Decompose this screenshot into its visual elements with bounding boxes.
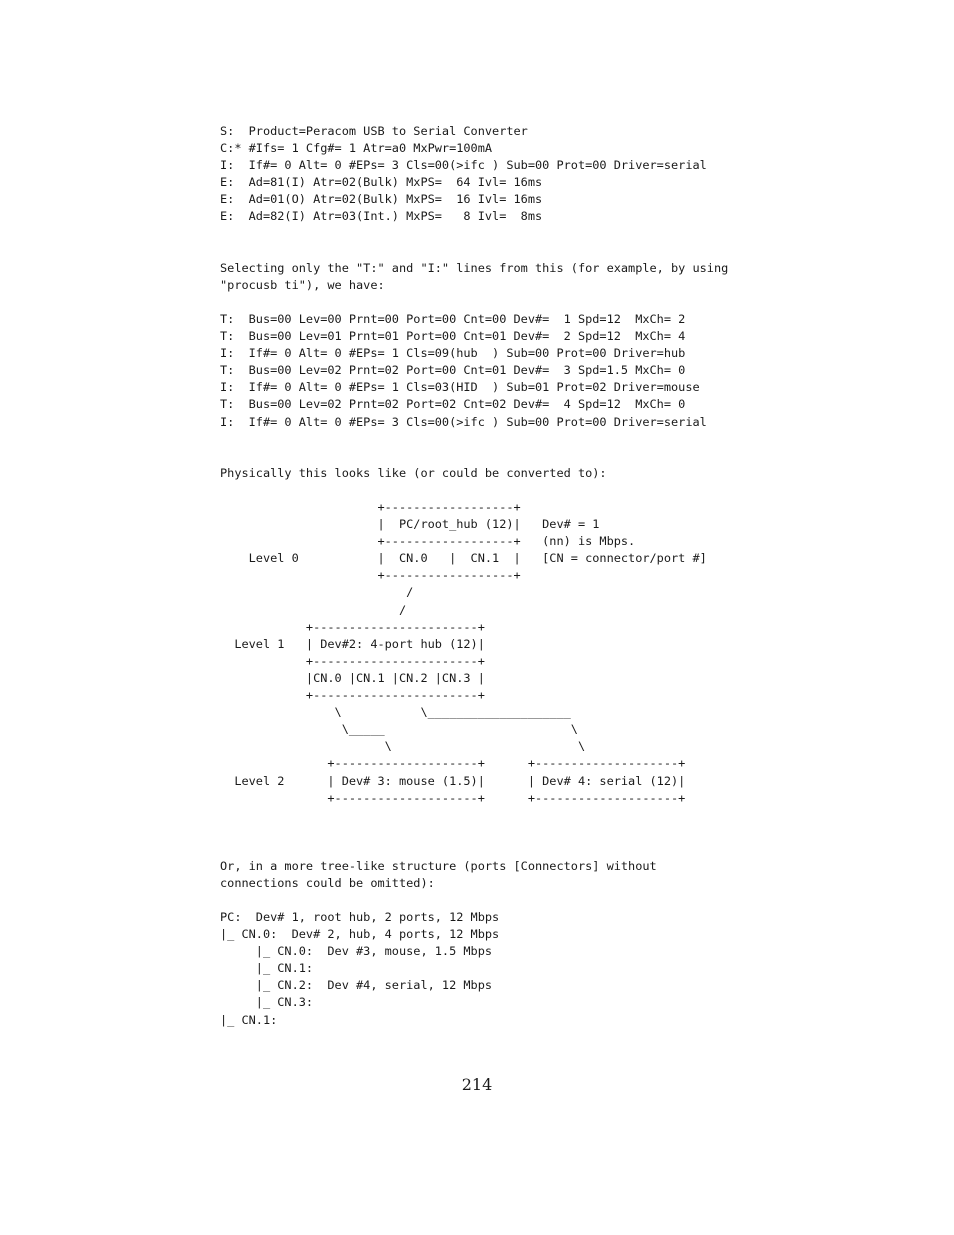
usb-topology-diagram: +------------------+ | PC/root_hub (12)| Dev# = 1 +------------------+ (nn) is Mbps. Level 0 | CN.0 | CN.1 | [CN = connector/port #] +------------------+ / / +-----------------------+ Level 1 | Dev#2: 4-port hub (12)| +-----------------------+ |CN.0 |CN.1 |CN.2 |CN.3 | +-----------------------+ \ \____________________ \_____ \ \ \ +--------------------+ +--------------------+ Level 2 | Dev# 3: mouse (1.5)| | Dev# 4: serial (12)| +--------------------+ +--------------------+ xyxy=(234,500,707,805)
selecting-paragraph: Selecting only the "T:" and "I:" lines from this (for example, by using "procusb ti"), we have: xyxy=(220,261,729,293)
ti-listing: T: Bus=00 Lev=00 Prnt=00 Port=00 Cnt=00 Dev#= 1 Spd=12 MxCh= 2 T: Bus=00 Lev=01 Prnt=01 Port=00 Cnt=01 Dev#= 2 Spd=12 MxCh= 4 I: If#= 0 Alt= 0 #EPs= 1 Cls=09(hub ) Sub=00 Prot=00 Driver=hub T: Bus=00 Lev=02 Prnt=02 Port=00 Cnt=01 Dev#= 3 Spd=1.5 MxCh= 0 I: If#= 0 Alt= 0 #EPs= 1 Cls=03(HID ) Sub=01 Prot=02 Driver=mouse T: Bus=00 Lev=02 Prnt=02 Port=02 Cnt=02 Dev#= 4 Spd=12 MxCh= 0 I: If#= 0 Alt= 0 #EPs= 3 Cls=00(>ifc ) Sub=00 Prot=00 Driver=serial xyxy=(220,312,707,429)
tree-listing: PC: Dev# 1, root hub, 2 ports, 12 Mbps |_ CN.0: Dev# 2, hub, 4 ports, 12 Mbps |_ CN.0: Dev #3, mouse, 1.5 Mbps |_ CN.1: |_ CN.2: Dev #4, serial, 12 Mbps |_ CN.3: |_ CN.1: xyxy=(220,910,500,1027)
physically-paragraph: Physically this looks like (or could be converted to): xyxy=(220,466,607,480)
tree-paragraph: Or, in a more tree-like structure (ports [Connectors] without connections could be omitted): xyxy=(220,859,657,891)
page-number: 214 xyxy=(461,1075,493,1094)
usb-device-listing: S: Product=Peracom USB to Serial Converter C:* #Ifs= 1 Cfg#= 1 Atr=a0 MxPwr=100mA I: If#= 0 Alt= 0 #EPs= 3 Cls=00(>ifc ) Sub=00 Prot=00 Driver=serial E: Ad=81(I) Atr=02(Bulk) MxPS= 64 Ivl= 16ms E: Ad=01(O) Atr=02(Bulk) MxPS= 16 Ivl= 16ms E: Ad=82(I) Atr=03(Int.) MxPS= 8 Ivl= 8ms xyxy=(220,124,707,224)
